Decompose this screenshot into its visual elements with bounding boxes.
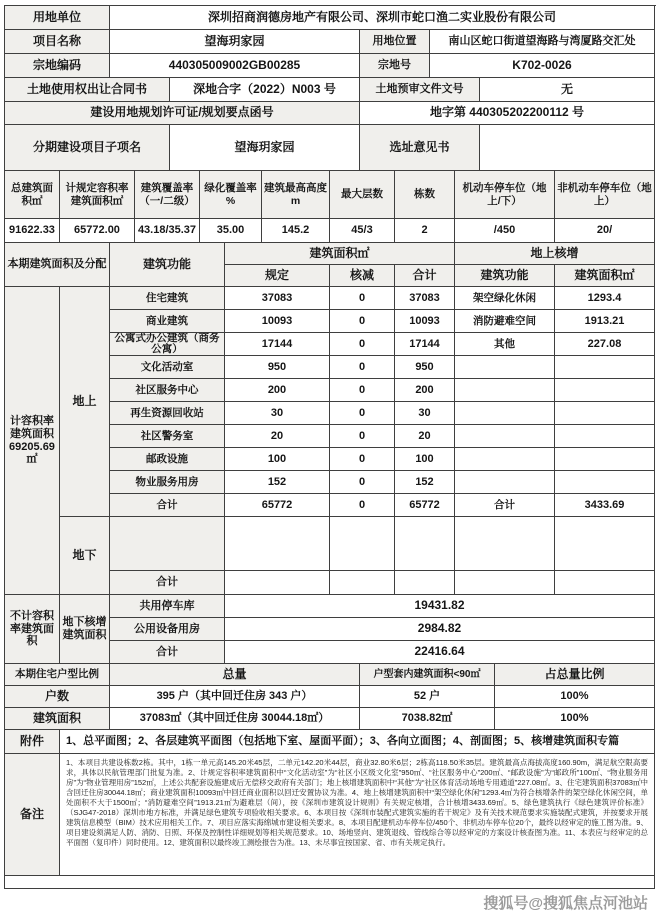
cell-required: 10093 <box>225 310 330 333</box>
location-value: 南山区蛇口街道望海路与湾厦路交汇处 <box>430 30 655 54</box>
cell-household-ratio: 100% <box>495 686 655 708</box>
function-header: 建筑功能 <box>110 243 225 287</box>
cell-bonus-area <box>555 402 655 425</box>
location-label: 用地位置 <box>360 30 430 54</box>
cell-bonus-function <box>455 402 555 425</box>
cell-household-small: 52 户 <box>360 686 495 708</box>
header-total-gfa: 总建筑面积㎡ <box>5 171 60 219</box>
header-far-gfa: 计规定容积率建筑面积㎡ <box>60 171 135 219</box>
above-ground-label: 地上 <box>60 287 110 517</box>
bottom-blank-row <box>5 876 656 889</box>
cell-function-name: 商业建筑 <box>110 310 225 333</box>
below-ground-empty-row <box>110 517 655 571</box>
row-land-unit <box>5 6 656 30</box>
cell-non-far-value: 19431.82 <box>225 595 655 618</box>
cell-required: 30 <box>225 402 330 425</box>
parcel-no-label: 宗地号 <box>360 54 430 78</box>
cell-reduced: 0 <box>330 402 395 425</box>
cell-bonus-function <box>455 471 555 494</box>
cell-total: 100 <box>395 448 455 471</box>
allocation-subheader-top <box>225 243 655 265</box>
cell-bonus-area <box>555 471 655 494</box>
cell-bonus-function <box>455 448 555 471</box>
household-total-header: 总量 <box>110 664 360 686</box>
cell-bonus-area <box>555 425 655 448</box>
row-subproject <box>5 125 656 171</box>
cell-bonus-function: 消防避难空间 <box>455 310 555 333</box>
far-gfa-total-label: 计容积率建筑面积69205.69㎡ <box>5 287 60 595</box>
cell-bonus-area <box>555 448 655 471</box>
cell-reduced: 0 <box>330 379 395 402</box>
cell-bonus-function: 合计 <box>455 494 555 517</box>
permit-label: 建设用地规划许可证/规划要点函号 <box>5 102 360 125</box>
subproject-label: 分期建设项目子项名 <box>5 125 170 171</box>
cell-required: 17144 <box>225 333 330 356</box>
empty-cell <box>330 517 395 571</box>
allocation-header <box>5 243 656 287</box>
bonus-header: 地上核增 <box>455 243 655 265</box>
header-green-rate: 绿化覆盖率 % <box>200 171 262 219</box>
allocation-row <box>110 310 655 333</box>
value-green-rate: 35.00 <box>200 219 262 243</box>
allocation-row <box>110 402 655 425</box>
allocation-section-label: 本期建筑面积及分配 <box>5 243 110 287</box>
cell-below-total-label: 合计 <box>110 571 225 595</box>
land-unit-label: 用地单位 <box>5 6 110 30</box>
empty-cell <box>555 517 655 571</box>
header-bike-parking: 非机动车停车位（地上） <box>555 171 655 219</box>
cell-bonus-function <box>455 425 555 448</box>
non-far-row <box>110 595 655 618</box>
parcel-no-value: K702-0026 <box>430 54 655 78</box>
value-bike-parking: 20/ <box>555 219 655 243</box>
parcel-code-value: 440305009002GB00285 <box>110 54 360 78</box>
household-row <box>5 686 656 708</box>
allocation-row <box>110 494 655 517</box>
cell-total: 20 <box>395 425 455 448</box>
household-header-row <box>5 664 656 686</box>
cell-household-label: 户数 <box>5 686 110 708</box>
cell-function-name: 邮政设施 <box>110 448 225 471</box>
cell-reduced: 0 <box>330 425 395 448</box>
cell-bonus-function <box>455 379 555 402</box>
header-max-height: 建筑最高高度 m <box>262 171 330 219</box>
land-use-planning-table <box>4 5 656 889</box>
cell-total: 200 <box>395 379 455 402</box>
below-ground-total-row <box>110 571 655 595</box>
cell-bonus-function: 架空绿化休闲 <box>455 287 555 310</box>
cell-non-far-name: 合计 <box>110 641 225 664</box>
total-header: 合计 <box>395 265 455 287</box>
header-car-parking: 机动车停车位（地上/下） <box>455 171 555 219</box>
allocation-right <box>60 287 655 595</box>
parcel-code-label: 宗地编码 <box>5 54 110 78</box>
cell-bonus-area: 3433.69 <box>555 494 655 517</box>
cell-reduced: 0 <box>330 356 395 379</box>
cell-function-name: 再生资源回收站 <box>110 402 225 425</box>
empty-function-cell <box>110 517 225 571</box>
cell-reduced: 0 <box>330 494 395 517</box>
empty-cell <box>395 571 455 595</box>
allocation-row <box>110 425 655 448</box>
allocation-subheader-bottom <box>225 265 655 287</box>
cell-required: 37083 <box>225 287 330 310</box>
value-total-gfa: 91622.33 <box>5 219 60 243</box>
empty-cell <box>225 517 330 571</box>
cell-function-name: 合计 <box>110 494 225 517</box>
bonus-function-header: 建筑功能 <box>455 265 555 287</box>
value-coverage: 43.18/35.37 <box>135 219 200 243</box>
cell-required: 152 <box>225 471 330 494</box>
allocation-row <box>110 287 655 310</box>
project-name-label: 项目名称 <box>5 30 110 54</box>
cell-household-small: 7038.82㎡ <box>360 708 495 730</box>
reduced-header: 核减 <box>330 265 395 287</box>
cell-total: 950 <box>395 356 455 379</box>
cell-household-total: 37083㎡（其中回迁住房 30044.18㎡） <box>110 708 360 730</box>
household-section-label: 本期住宅户型比例 <box>5 664 110 686</box>
cell-non-far-name: 公用设备用房 <box>110 618 225 641</box>
household-rows <box>5 686 656 730</box>
cell-bonus-function <box>455 356 555 379</box>
cell-bonus-area <box>555 379 655 402</box>
cell-required: 100 <box>225 448 330 471</box>
cell-total: 10093 <box>395 310 455 333</box>
below-ground-rows <box>110 517 655 595</box>
household-small-unit-header: 户型套内建筑面积<90㎡ <box>360 664 495 686</box>
row-contract <box>5 78 656 102</box>
empty-cell <box>5 876 655 889</box>
permit-value: 地字第 440305202200112 号 <box>360 102 655 125</box>
header-building-count: 栋数 <box>395 171 455 219</box>
remarks-row <box>5 754 656 876</box>
cell-bonus-area: 1913.21 <box>555 310 655 333</box>
cell-bonus-area <box>555 356 655 379</box>
cell-required: 65772 <box>225 494 330 517</box>
cell-household-ratio: 100% <box>495 708 655 730</box>
allocation-row <box>110 471 655 494</box>
required-header: 规定 <box>225 265 330 287</box>
empty-cell <box>555 571 655 595</box>
below-ground-label: 地下 <box>60 517 110 595</box>
row-project-name <box>5 30 656 54</box>
cell-bonus-area: 1293.4 <box>555 287 655 310</box>
cell-total: 17144 <box>395 333 455 356</box>
header-coverage: 建筑覆盖率（一/二级） <box>135 171 200 219</box>
household-row <box>5 708 656 730</box>
cell-function-name: 文化活动室 <box>110 356 225 379</box>
cell-total: 37083 <box>395 287 455 310</box>
cell-required: 950 <box>225 356 330 379</box>
cell-total: 152 <box>395 471 455 494</box>
above-ground-rows <box>110 287 655 517</box>
land-unit-value: 深圳招商润德房地产有限公司、深圳市蛇口渔二实业股份有限公司 <box>110 6 655 30</box>
allocation-row <box>110 356 655 379</box>
empty-cell <box>225 571 330 595</box>
row-permit <box>5 102 656 125</box>
value-far-gfa: 65772.00 <box>60 219 135 243</box>
cell-function-name: 社区服务中心 <box>110 379 225 402</box>
cell-required: 200 <box>225 379 330 402</box>
contract-value: 深地合字（2022）N003 号 <box>170 78 360 102</box>
summary-header-row <box>5 171 656 219</box>
cell-household-total: 395 户（其中回迁住房 343 户） <box>110 686 360 708</box>
non-far-label: 不计容积率建筑面积 <box>5 595 60 664</box>
cell-total: 65772 <box>395 494 455 517</box>
remarks-content: 1、本项目共建设栋数2栋。其中，1栋一单元高145.20米45层，二单元142.20米44层，商业32.80米6层；2栋高118.50米35层。建筑最高点海拔高度160.90m，满足航空限高要求，具体以民航管理部门批复为准。2、计规定容积率建筑面积中“文化活动室”为“社区小区级文化室”950㎡、“社区服务中心”200㎡、“邮政设施”为“邮政所”100㎡、“物业服务用房”为“物业管理用房”152㎡，上述公共配套设施建成后无偿移交政府有关部门；地上核增建筑面积中“其他”为“社区体育活动场地专用通道”227.08㎡。3、住宅建筑面积37083㎡中含回迁住房30044.18㎡；商业建筑面积10093㎡中回迁商业面积以回迁安置协议为准。4、地上核增建筑面积中“架空绿化休闲”1293.4㎡为符合核增条件的架空绿化休闲空间，单处面积不大于1500㎡；“消防避难空间”1913.21㎡为避难层（间），按《深圳市建筑设计规则》有关规定核增，合计核增3433.69㎡。5、绿色建筑执行《绿色建筑评价标准》（SJG47-2018）深圳市地方标准，并满足绿色建筑专项验收相关要求。6、本项目按《深圳市装配式建筑实施的若干规定》及有关技术规范要求实施装配式建筑，并按要求开展建筑信息模型（BIM）技术应用相关工作。7、项目应落实海绵城市建设相关要求。8、本项目配建机动车停车位/450个、非机动车停车位20个，最终以经审定的施工图为准。9、项目建设须满足人防、消防、日照、环保及控制性详细规划等相关规范要求。10、场地竖向、建筑退线、管线综合等以经审定的方案设计核查图为准。11、本表应与经审定的总平面图（复印件）同时使用。12、建筑面积以最终竣工测绘报告为准。13、未尽事宜按国家、省、市有关规定执行。 <box>60 754 655 876</box>
non-far-rows <box>110 595 655 664</box>
siting-value <box>480 125 655 171</box>
household-ratio-header: 占总量比例 <box>495 664 655 686</box>
cell-function-name: 公寓式办公建筑（商务公寓） <box>110 333 225 356</box>
cell-bonus-area: 227.08 <box>555 333 655 356</box>
non-far-row <box>110 641 655 664</box>
attachments-content: 1、总平面图；2、各层建筑平面图（包括地下室、屋面平面）；3、各向立面图；4、剖面图；5、核增建筑面积专篇 <box>60 730 655 754</box>
row-parcel <box>5 54 656 78</box>
remarks-label: 备注 <box>5 754 60 876</box>
cell-required: 20 <box>225 425 330 448</box>
cell-bonus-function: 其他 <box>455 333 555 356</box>
cell-reduced: 0 <box>330 471 395 494</box>
empty-cell <box>455 571 555 595</box>
cell-reduced: 0 <box>330 287 395 310</box>
allocation-body <box>5 287 656 595</box>
preapproval-label: 土地预审文件文号 <box>360 78 480 102</box>
cell-function-name: 物业服务用房 <box>110 471 225 494</box>
bonus-area-header: 建筑面积㎡ <box>555 265 655 287</box>
contract-label: 土地使用权出让合同书 <box>5 78 170 102</box>
subproject-value: 望海玥家园 <box>170 125 360 171</box>
header-max-floors: 最大层数 <box>330 171 395 219</box>
allocation-row <box>110 379 655 402</box>
non-far-row <box>110 618 655 641</box>
cell-function-name: 住宅建筑 <box>110 287 225 310</box>
sohu-watermark: 搜狐号@搜狐焦点河池站 <box>483 895 648 912</box>
non-far-section <box>5 595 656 664</box>
cell-household-label: 建筑面积 <box>5 708 110 730</box>
allocation-row <box>110 333 655 356</box>
empty-cell <box>330 571 395 595</box>
cell-function-name: 社区警务室 <box>110 425 225 448</box>
cell-non-far-value: 22416.64 <box>225 641 655 664</box>
attachments-label: 附件 <box>5 730 60 754</box>
cell-non-far-value: 2984.82 <box>225 618 655 641</box>
empty-cell <box>395 517 455 571</box>
cell-reduced: 0 <box>330 448 395 471</box>
value-car-parking: /450 <box>455 219 555 243</box>
cell-reduced: 0 <box>330 310 395 333</box>
cell-reduced: 0 <box>330 333 395 356</box>
cell-total: 30 <box>395 402 455 425</box>
below-ground-block <box>60 517 655 595</box>
underground-bonus-label: 地下核增建筑面积 <box>60 595 110 664</box>
value-building-count: 2 <box>395 219 455 243</box>
allocation-subheaders <box>225 243 655 287</box>
area-header: 建筑面积㎡ <box>225 243 455 265</box>
value-max-height: 145.2 <box>262 219 330 243</box>
summary-values-row <box>5 219 656 243</box>
above-ground-block <box>60 287 655 517</box>
empty-cell <box>455 517 555 571</box>
siting-label: 选址意见书 <box>360 125 480 171</box>
value-max-floors: 45/3 <box>330 219 395 243</box>
allocation-row <box>110 448 655 471</box>
cell-non-far-name: 共用停车库 <box>110 595 225 618</box>
project-name-value: 望海玥家园 <box>110 30 360 54</box>
preapproval-value: 无 <box>480 78 655 102</box>
attachments-row <box>5 730 656 754</box>
